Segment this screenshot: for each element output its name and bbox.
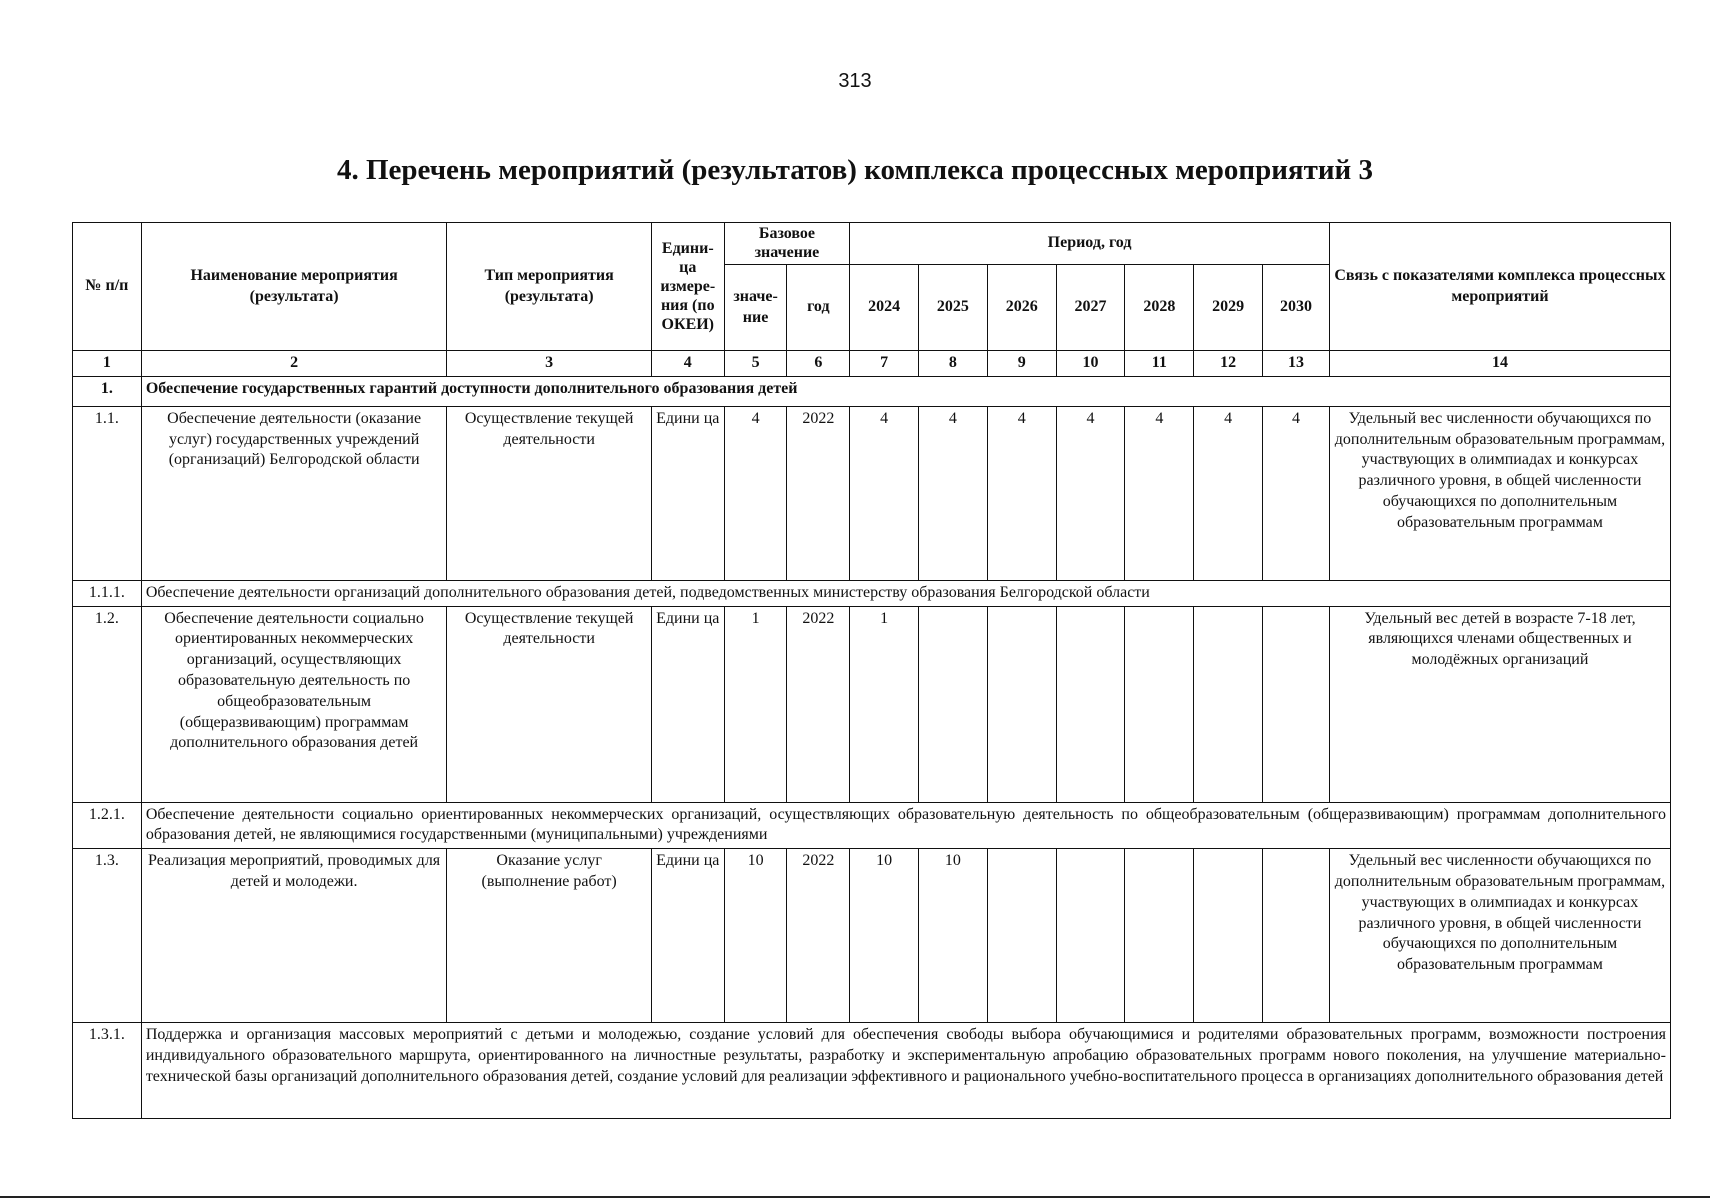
row-year-value: 4 [919,406,988,580]
row-type: Осуществление текущей деятельности [447,606,651,802]
header-year: 2028 [1125,265,1194,351]
row-year-value [919,606,988,802]
row-base-year: 2022 [787,406,850,580]
row-unit: Едини ца [651,606,724,802]
row-year-value: 10 [919,849,988,1023]
row-num: 1.3. [73,849,142,1023]
subrow-text: Обеспечение деятельности организаций дополнительного образования детей, подведомственных министерству образования Белгородской области [141,580,1670,606]
page-title: 4. Перечень мероприятий (результатов) комплекса процессных мероприятий 3 [336,154,1374,186]
row-link: Удельный вес численности обучающихся по дополнительным образовательным программам, участвующих в олимпиадах и конкурсах различного уровня, в общей численности обучающихся по дополнительным образовательным программам [1329,849,1670,1023]
row-year-value: 4 [987,406,1056,580]
row-year-value [1194,606,1263,802]
row-base-value: 4 [724,406,787,580]
row-name: Обеспечение деятельности социально ориентированных некоммерческих организаций, осуществляющих образовательную деятельность по общеобразовательным (общеразвивающим) программам дополнительного образования детей [141,606,447,802]
column-number: 6 [787,351,850,377]
row-name: Обеспечение деятельности (оказание услуг) государственных учреждений (организаций) Белгородской области [141,406,447,580]
row-year-value [1125,606,1194,802]
row-base-value: 10 [724,849,787,1023]
table-row [73,406,1671,580]
subrow-text: Поддержка и организация массовых мероприятий с детьми и молодежью, создание условий для обеспечения свободы выбора обучающимися и родителями образовательных программ, возможности построения индивидуального образовательного маршрута, ориентированного на личностные результаты, разработку и экспериментальную апробацию образовательных программ нового поколения, на улучшение материально-технической базы организаций дополнительного образования детей, создание условий для реализации эффективного и рационального учебно-воспитательного процесса в организациях дополнительного образования детей [141,1023,1670,1119]
header-base: Базовое значение [724,223,849,265]
row-year-value [987,606,1056,802]
header-period: Период, год [850,223,1330,265]
column-number: 10 [1056,351,1125,377]
section-title: Обеспечение государственных гарантий доступности дополнительного образования детей [141,376,1670,406]
row-name: Реализация мероприятий, проводимых для детей и молодежи. [141,849,447,1023]
row-type: Осуществление текущей деятельности [447,406,651,580]
row-year-value: 10 [850,849,919,1023]
header-year: 2026 [987,265,1056,351]
subrow-num: 1.3.1. [73,1023,142,1119]
row-num: 1.1. [73,406,142,580]
table-row [73,849,1671,1023]
measures-table [72,222,1671,1119]
header-year: 2029 [1194,265,1263,351]
row-link: Удельный вес численности обучающихся по дополнительным образовательным программам, участвующих в олимпиадах и конкурсах различного уровня, в общей численности обучающихся по дополнительным образовательным программам [1329,406,1670,580]
row-year-value: 4 [1263,406,1330,580]
header-year: 2024 [850,265,919,351]
column-number: 8 [919,351,988,377]
row-link: Удельный вес детей в возрасте 7-18 лет, являющихся членами общественных и молодёжных организаций [1329,606,1670,802]
row-year-value: 4 [1194,406,1263,580]
row-year-value: 4 [1125,406,1194,580]
subrow-num: 1.2.1. [73,802,142,849]
row-year-value [1056,606,1125,802]
row-type: Оказание услуг (выполнение работ) [447,849,651,1023]
section-num: 1. [73,376,142,406]
table-row [73,606,1671,802]
row-year-value: 1 [850,606,919,802]
header-name: Наименование мероприятия (результата) [141,223,447,351]
header-link: Связь с показателями комплекса процессных мероприятий [1329,223,1670,351]
column-number: 3 [447,351,651,377]
page-bottom-rule [0,1196,1710,1198]
column-number: 12 [1194,351,1263,377]
page-number: 313 [838,70,872,92]
row-base-value: 1 [724,606,787,802]
row-num: 1.2. [73,606,142,802]
row-year-value [1263,849,1330,1023]
row-year-value: 4 [850,406,919,580]
row-year-value [1056,849,1125,1023]
column-number: 5 [724,351,787,377]
row-year-value [1263,606,1330,802]
header-year: 2030 [1263,265,1330,351]
column-number: 9 [987,351,1056,377]
header-base-year: год [787,265,850,351]
row-base-year: 2022 [787,606,850,802]
subrow-text: Обеспечение деятельности социально ориентированных некоммерческих организаций, осуществляющих образовательную деятельность по общеобразовательным (общеразвивающим) программам дополнительного образования детей, не являющимися государственными (муниципальными) учреждениями [141,802,1670,849]
header-year: 2025 [919,265,988,351]
row-year-value [987,849,1056,1023]
header-unit: Едини-ца измере-ния (по ОКЕИ) [651,223,724,351]
subrow-num: 1.1.1. [73,580,142,606]
column-number: 2 [141,351,447,377]
row-year-value: 4 [1056,406,1125,580]
header-base-value: значе-ние [724,265,787,351]
column-number: 4 [651,351,724,377]
column-number: 11 [1125,351,1194,377]
row-unit: Едини ца [651,406,724,580]
column-number: 1 [73,351,142,377]
header-num: № п/п [73,223,142,351]
column-number: 14 [1329,351,1670,377]
header-year: 2027 [1056,265,1125,351]
row-unit: Едини ца [651,849,724,1023]
row-year-value [1125,849,1194,1023]
column-number: 13 [1263,351,1330,377]
row-base-year: 2022 [787,849,850,1023]
header-type: Тип мероприятия (результата) [447,223,651,351]
column-number: 7 [850,351,919,377]
row-year-value [1194,849,1263,1023]
